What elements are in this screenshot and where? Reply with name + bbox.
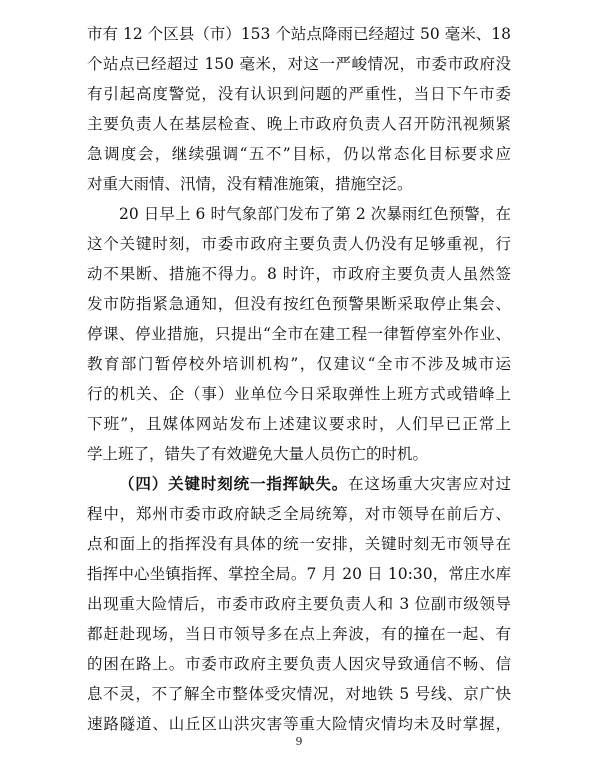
paragraph-2-line-1: 20 日早上 6 时气象部门发布了第 2 次暴雨红色预警，在 xyxy=(119,205,511,223)
paragraph-3-line-9: 速路隧道、山丘区山洪灾害等重大险情灾情均未及时掌握， xyxy=(87,715,511,733)
paragraph-3-line-3: 点和面上的指挥没有具体的统一安排，关键时刻无市领导在 xyxy=(87,535,511,553)
paragraph-2-line-7: 行的机关、企（事）业单位今日采取弹性上班方式或错峰上 xyxy=(87,385,511,403)
paragraph-3-line-6: 都赶赴现场，当日市领导多在点上奔波，有的撞在一起、有 xyxy=(87,625,511,643)
paragraph-2-line-5: 停课、停业措施，只提出“全市在建工程一律暂停室外作业、 xyxy=(87,325,511,343)
paragraph-1-line-4: 主要负责人在基层检查、晚上市政府负责人召开防汛视频紧 xyxy=(87,115,511,133)
paragraph-1-line-5: 急调度会，继续强调“五不”目标，仍以常态化目标要求应 xyxy=(87,145,511,163)
paragraph-1-line-3: 有引起高度警觉，没有认识到问题的严重性，当日下午市委 xyxy=(87,85,511,103)
paragraph-1-line-6: 对重大雨情、汛情，没有精准施策，措施空泛。 xyxy=(87,175,413,193)
paragraph-2-line-3: 动不果断、措施不得力。8 时许，市政府主要负责人虽然签 xyxy=(87,265,511,283)
paragraph-3-line-1 xyxy=(119,469,511,499)
paragraph-2-line-2: 这个关键时刻，市委市政府主要负责人仍没有足够重视，行 xyxy=(87,235,511,253)
paragraph-3-line-7: 的困在路上。市委市政府主要负责人因灾导致通信不畅、信 xyxy=(87,655,511,673)
paragraph-2-line-8: 下班”，且媒体网站发布上述建议要求时，人们早已正常上 xyxy=(87,415,511,433)
paragraph-1-line-1: 市有 12 个区县（市）153 个站点降雨已经超过 50 毫米、18 xyxy=(87,25,511,43)
paragraph-2-line-6: 教育部门暂停校外培训机构”，仅建议“全市不涉及城市运 xyxy=(87,355,511,373)
paragraph-2-line-9: 学上班了，错失了有效避免大量人员伤亡的时机。 xyxy=(87,445,429,463)
paragraph-3-line-2: 程中，郑州市委市政府缺乏全局统筹，对市领导在前后方、 xyxy=(87,505,511,523)
paragraph-3-line-8: 息不灵，不了解全市整体受灾情况，对地铁 5 号线、京广快 xyxy=(87,685,511,703)
paragraph-3-line-5: 出现重大险情后，市委市政府主要负责人和 3 位副市级领导 xyxy=(87,595,511,613)
paragraph-1-line-2: 个站点已经超过 150 毫米，对这一严峻情况，市委市政府没 xyxy=(87,55,511,73)
paragraph-3-line-4: 指挥中心坐镇指挥、掌控全局。7 月 20 日 10:30，常庄水库 xyxy=(87,565,511,583)
paragraph-3-line-1-text: 在这场重大灾害应对过 xyxy=(348,475,511,493)
section-heading: （四）关键时刻统一指挥缺失。 xyxy=(119,474,349,493)
page-number: 9 xyxy=(295,735,303,748)
paragraph-2-line-4: 发市防指紧急通知，但没有按红色预警果断采取停止集会、 xyxy=(87,295,511,313)
